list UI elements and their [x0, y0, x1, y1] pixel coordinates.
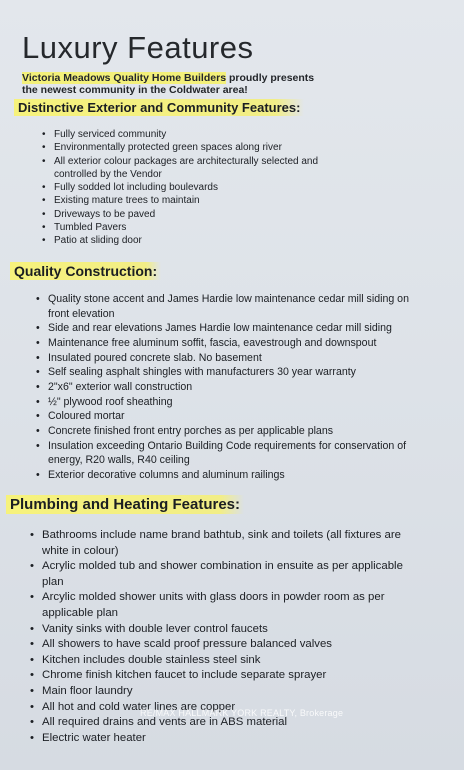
page-title: Luxury Features [22, 30, 254, 65]
list-item: • All required drains and vents are in ABS material [28, 715, 423, 731]
list-item: • Kitchen includes double stainless steel sink [28, 653, 423, 669]
list-item: • Main floor laundry [28, 684, 423, 700]
list-item: • Tumbled Pavers [40, 221, 350, 234]
list-item: • Exterior decorative columns and aluminum railings [34, 468, 429, 483]
list-item: • Existing mature trees to maintain [40, 194, 350, 207]
list-item: • Fully serviced community [40, 128, 350, 141]
list-item: • All hot and cold water lines are copper [28, 700, 423, 716]
list-item: • Environmentally protected green spaces along river [40, 141, 350, 154]
list-item: • Bathrooms include name brand bathtub, sink and toilets (all fixtures are white in colour) [28, 528, 423, 559]
list-item: • Arcylic molded shower units with glass doors in powder room as per applicable plan [28, 590, 423, 621]
list-item: • Fully sodded lot including boulevards [40, 181, 350, 194]
list-item: • Driveways to be paved [40, 208, 350, 221]
list-item: • Self sealing asphalt shingles with manufacturers 30 year warranty [34, 365, 429, 380]
list-item: • Coloured mortar [34, 409, 429, 424]
section-heading-plumbing: Plumbing and Heating Features: [6, 496, 244, 513]
construction-feature-list [34, 292, 429, 483]
list-item: • All exterior colour packages are architecturally selected and controlled by the Vendor [40, 155, 350, 182]
list-item: • Quality stone accent and James Hardie low maintenance cedar mill siding on front elevation [34, 292, 429, 321]
section-heading-exterior: Distinctive Exterior and Community Features: [14, 100, 304, 115]
intro-line1-rest: proudly presents [226, 72, 315, 84]
list-item: • Electric water heater [28, 731, 423, 747]
builder-name: Victoria Meadows Quality Home Builders [22, 72, 227, 84]
list-item: • Patio at sliding door [40, 234, 350, 247]
list-item: • Chrome finish kitchen faucet to include separate sprayer [28, 668, 423, 684]
list-item: • Vanity sinks with double lever control faucets [28, 622, 423, 638]
list-item: • Concrete finished front entry porches as per applicable plans [34, 424, 429, 439]
intro-text [22, 72, 342, 96]
list-item: • Side and rear elevations James Hardie low maintenance cedar mill siding [34, 321, 429, 336]
exterior-feature-list [40, 128, 350, 248]
brokerage-watermark: RE/MAX HALLMARK YORK REALTY, Brokerage [140, 708, 344, 718]
list-item: • Insulation exceeding Ontario Building Code requirements for conservation of energy, R20 walls, R40 ceiling [34, 439, 429, 468]
list-item: • Insulated poured concrete slab. No basement [34, 351, 429, 366]
list-item: • ½" plywood roof sheathing [34, 395, 429, 410]
list-item: • All showers to have scald proof pressure balanced valves [28, 637, 423, 653]
list-item: • 2"x6" exterior wall construction [34, 380, 429, 395]
section-heading-construction: Quality Construction: [10, 263, 161, 279]
list-item: • Maintenance free aluminum soffit, fascia, eavestrough and downspout [34, 336, 429, 351]
list-item: • Acrylic molded tub and shower combination in ensuite as per applicable plan [28, 559, 423, 590]
intro-line2: the newest community in the Coldwater area! [22, 84, 248, 96]
